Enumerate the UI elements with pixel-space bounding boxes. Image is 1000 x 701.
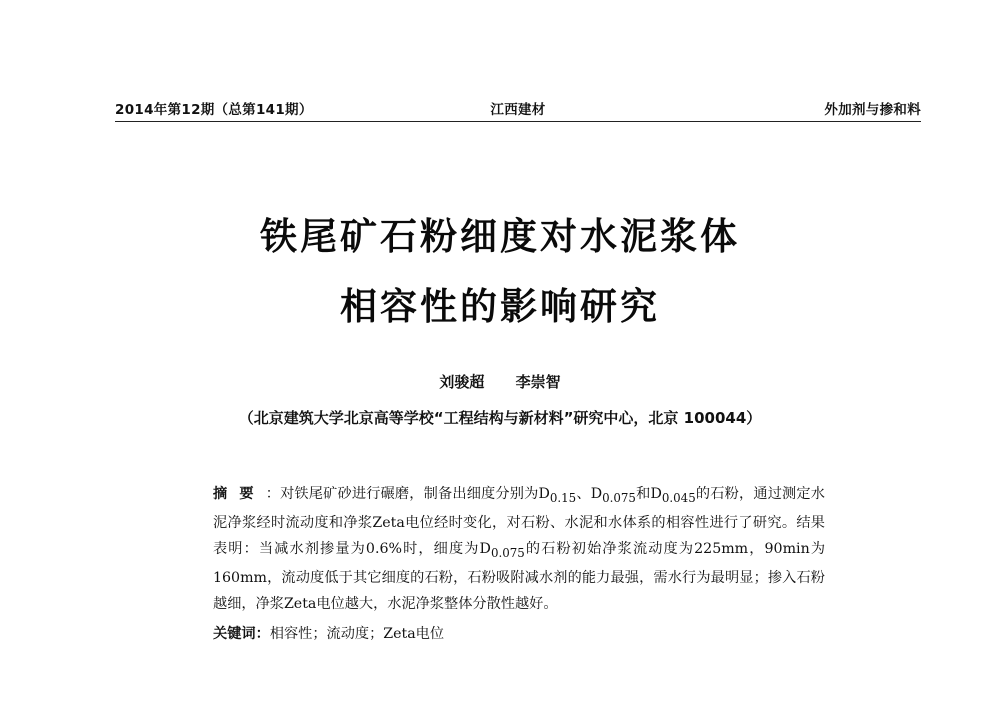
subscript-d0045: 0.045 bbox=[661, 490, 696, 505]
keywords-text: 相容性；流动度；Zeta电位 bbox=[269, 626, 445, 642]
abstract-text-4: 的石粉，通过测定水泥净浆经时流动度和净浆Zeta电位经时变化，对石粉、水泥和水体系的相容性进行了研究。结果表明：当减水剂掺量为0.6%时，细度为D bbox=[213, 486, 825, 557]
journal-name: 江西建材 bbox=[490, 102, 546, 118]
paper-title-line-2: 相容性的影响研究 bbox=[340, 285, 660, 328]
abstract bbox=[213, 482, 825, 617]
abstract-label-sep: ： bbox=[265, 486, 281, 502]
subscript-d015: 0.15 bbox=[549, 490, 577, 505]
keywords bbox=[213, 623, 825, 643]
subscript-d0075: 0.075 bbox=[602, 490, 636, 505]
abstract-label: 摘要 bbox=[213, 486, 266, 502]
subscript-d0075-b: 0.075 bbox=[490, 545, 525, 560]
column-name: 外加剂与掺和料 bbox=[824, 102, 921, 118]
paper-title-line-1: 铁尾矿石粉细度对水泥浆体 bbox=[260, 215, 740, 258]
abstract-text-1: 对铁尾矿砂进行碾磨，制备出细度分别为D bbox=[280, 486, 550, 502]
running-header bbox=[115, 98, 921, 120]
keywords-label: 关键词： bbox=[213, 626, 270, 642]
abstract-text-2: 、D bbox=[576, 486, 603, 502]
authors: 刘骏超 李崇智 bbox=[439, 373, 561, 391]
issue-info: 2014年第12期（总第141期） bbox=[115, 102, 313, 118]
header-rule bbox=[115, 121, 921, 122]
abstract-text-3: 和D bbox=[635, 486, 662, 502]
affiliation: （北京建筑大学北京高等学校“工程结构与新材料”研究中心，北京 100044） bbox=[238, 409, 762, 427]
abstract-text-5: 的石粉初始净浆流动度为225mm，90min为160mm，流动度低于其它细度的石粉，石粉吸附减水剂的能力最强，需水行为最明显；掺入石粉越细，净浆Zeta电位越大，水泥净浆整体分散性越好。 bbox=[213, 540, 826, 612]
